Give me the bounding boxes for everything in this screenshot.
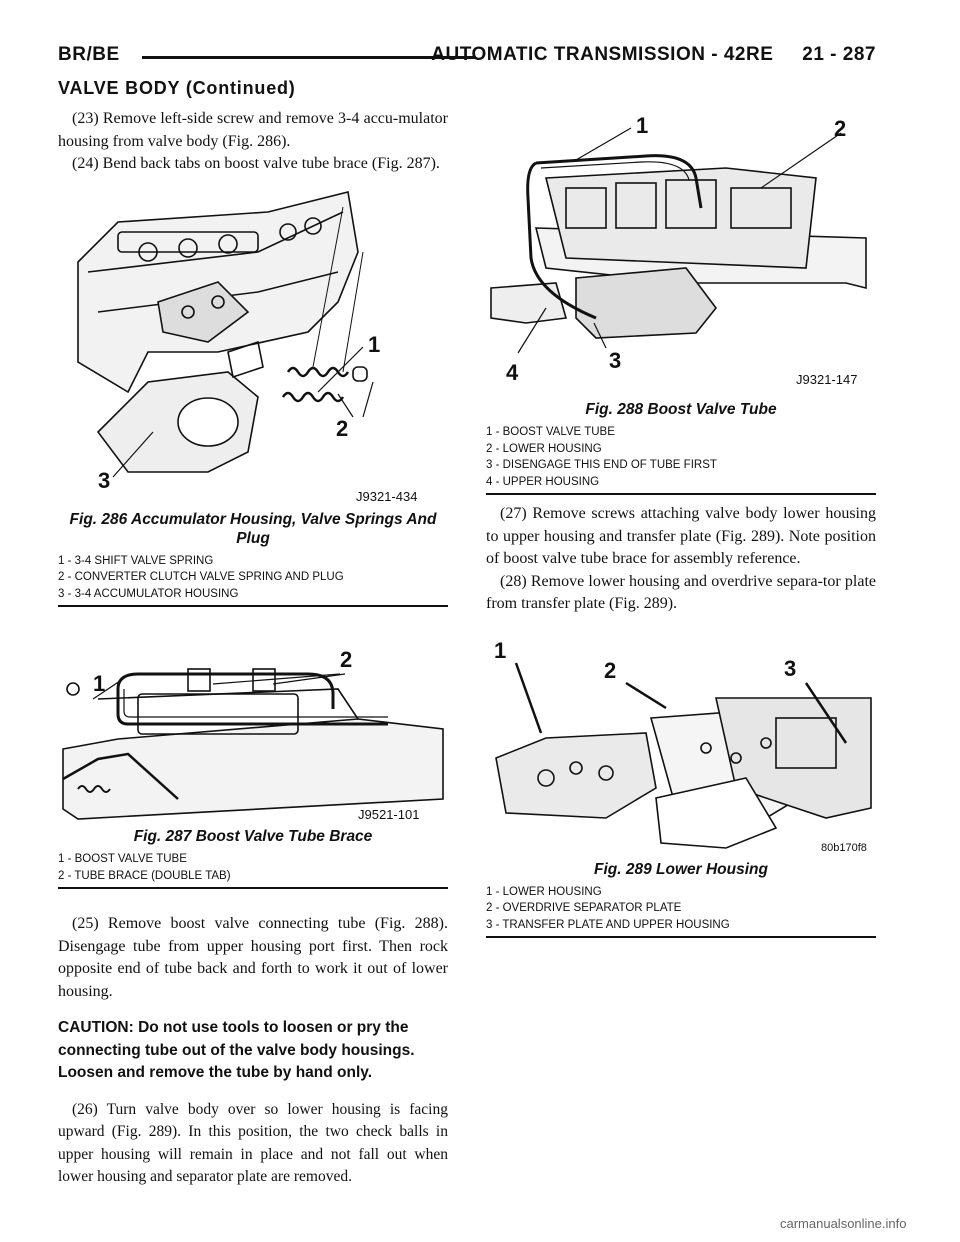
continued-heading: VALVE BODY (Continued) <box>58 78 296 98</box>
fig288-legend-4: 4 - UPPER HOUSING <box>486 475 600 488</box>
fig289-legend-3: 3 - TRANSFER PLATE AND UPPER HOUSING <box>486 918 730 931</box>
fig289-legend-2: 2 - OVERDRIVE SEPARATOR PLATE <box>486 902 682 914</box>
fig286-legend <box>58 553 448 603</box>
figure-288-illustration <box>486 108 876 400</box>
fig287-legend-1: 1 - BOOST VALVE TUBE <box>58 853 187 865</box>
fig286-rule <box>58 605 448 607</box>
step-25: (25) Remove boost valve connecting tube (Fig. 288). Disengage tube from upper housing port first. Then rock opposite end of tube back and forth to work it out of lower housing. <box>58 915 448 1000</box>
fig288-rule <box>486 493 876 495</box>
fig287-code: J9521-101 <box>358 807 420 822</box>
fig288-legend <box>486 424 876 490</box>
fig287-legend <box>58 851 448 884</box>
fig287-callout-1: 1 <box>93 671 106 696</box>
fig288-legend-2: 2 - LOWER HOUSING <box>486 442 602 455</box>
fig289-legend <box>486 884 876 934</box>
fig289-callout-3: 3 <box>784 655 797 681</box>
page-header <box>58 44 876 74</box>
fig287-rule <box>58 887 448 889</box>
fig288-code: J9321-147 <box>796 372 858 387</box>
fig289-callout-1: 1 <box>494 637 507 663</box>
fig288-callout-4: 4 <box>506 360 519 385</box>
step-27: (27) Remove screws attaching valve body lower housing to upper housing and transfer plate (Fig. 289). Note position of boost valve tube brace for assembly reference. <box>486 505 876 567</box>
fig289-title: Fig. 289 Lower Housing <box>594 860 768 878</box>
fig288-callout-1: 1 <box>636 113 649 138</box>
fig286-callout-3: 3 <box>98 467 111 493</box>
figure-289-illustration <box>486 638 876 860</box>
figure-286 <box>58 182 448 608</box>
left-column <box>58 108 448 1189</box>
lower-housing-drawing <box>486 638 876 860</box>
step-28: (28) Remove lower housing and overdrive separa-tor plate from transfer plate (Fig. 289). <box>486 572 876 612</box>
fig288-legend-1: 1 - BOOST VALVE TUBE <box>486 426 615 438</box>
figure-289 <box>486 638 876 939</box>
figure-287 <box>58 629 448 889</box>
figure-287-illustration <box>58 629 448 827</box>
fig289-code: 80b170f8 <box>821 841 867 854</box>
fig286-code: J9321-434 <box>356 488 418 504</box>
fig286-callout-2: 2 <box>336 415 349 441</box>
header-section-page: AUTOMATIC TRANSMISSION - 42RE 21 - 287 <box>431 44 876 65</box>
figure-288 <box>486 108 876 495</box>
fig288-callout-2: 2 <box>834 116 847 141</box>
fig288-title: Fig. 288 Boost Valve Tube <box>585 401 777 418</box>
header-model: BR/BE <box>58 44 120 65</box>
watermark: carmanualsonline.info <box>780 1216 907 1231</box>
step-23: (23) Remove left-side screw and remove 3-4 accu-mulator housing from valve body (Fig. 286). <box>58 110 448 150</box>
fig286-callout-1: 1 <box>368 331 381 357</box>
fig286-title: Fig. 286 Accumulator Housing, Valve Springs And Plug <box>69 510 437 547</box>
right-column <box>486 108 876 938</box>
fig288-legend-3: 3 - DISENGAGE THIS END OF TUBE FIRST <box>486 459 717 471</box>
fig289-legend-1: 1 - LOWER HOUSING <box>486 885 602 898</box>
header-rule <box>142 56 476 59</box>
fig286-legend-2: 2 - CONVERTER CLUTCH VALVE SPRING AND PLUG <box>58 571 344 583</box>
caution-note: CAUTION: Do not use tools to loosen or pry the connecting tube out of the valve body housings. Loosen and remove the tube by hand only. <box>58 1019 415 1081</box>
step-24: (24) Bend back tabs on boost valve tube brace (Fig. 287). <box>72 155 440 172</box>
step-26: (26) Turn valve body over so lower housing is facing upward (Fig. 289). In this position, the two check balls in upper housing will remain in place and not fall out when lower housing and separator plate are removed. <box>58 1100 448 1185</box>
accumulator-housing-drawing <box>58 182 448 510</box>
fig287-title: Fig. 287 Boost Valve Tube Brace <box>133 828 373 845</box>
figure-286-illustration <box>58 182 448 510</box>
fig286-legend-1: 1 - 3-4 SHIFT VALVE SPRING <box>58 554 214 567</box>
fig287-callout-2: 2 <box>340 647 353 672</box>
fig287-legend-2: 2 - TUBE BRACE (DOUBLE TAB) <box>58 869 231 882</box>
tube-brace-drawing <box>58 629 448 827</box>
fig286-legend-3: 3 - 3-4 ACCUMULATOR HOUSING <box>58 587 239 600</box>
boost-valve-tube-drawing <box>486 108 876 400</box>
fig289-rule <box>486 936 876 938</box>
fig289-callout-2: 2 <box>604 657 617 683</box>
fig288-callout-3: 3 <box>609 348 622 373</box>
